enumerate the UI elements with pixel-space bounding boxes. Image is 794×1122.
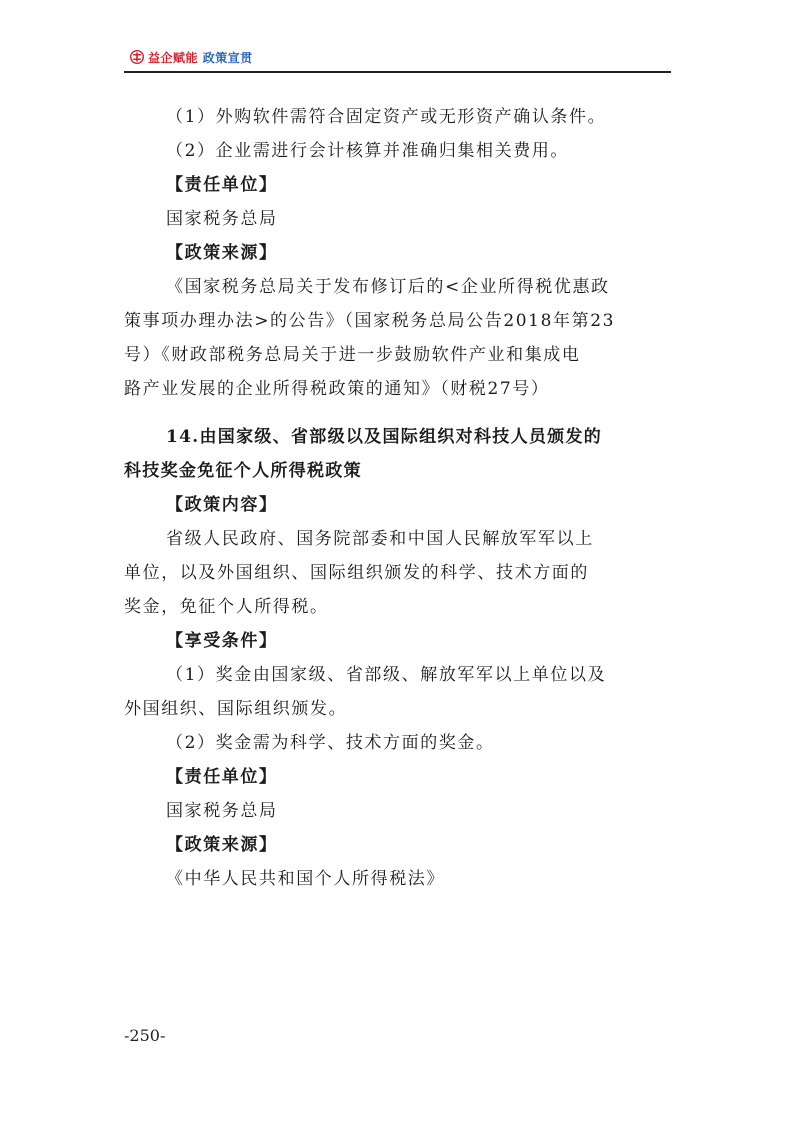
brand-name: 益企赋能 (148, 51, 199, 65)
document-body (124, 100, 674, 896)
source-line: 《中华人民共和国个人所得税法》 (166, 869, 445, 889)
source-line: 策事项办理办法>的公告》（国家税务总局公告2018年第23 (124, 311, 616, 331)
section-heading: 【责任单位】 (166, 175, 278, 195)
section-heading: 【享受条件】 (166, 631, 278, 651)
source-line: 路产业发展的企业所得税政策的通知》（财税27号） (124, 379, 550, 399)
condition-line: （1）外购软件需符合固定资产或无形资产确认条件。 (166, 107, 607, 127)
brand-text (148, 49, 253, 66)
content-line: 单位，以及外国组织、国际组织颁发的科学、技术方面的 (124, 563, 589, 583)
responsible-unit: 国家税务总局 (166, 209, 278, 229)
brand-logo-icon (130, 50, 144, 64)
source-line: 号）《财政部税务总局关于进一步鼓励软件产业和集成电 (124, 345, 581, 365)
condition-line: 外国组织、国际组织颁发。 (124, 699, 348, 719)
policy-title: 14.由国家级、省部级以及国际组织对科技人员颁发的 (166, 427, 603, 447)
content-line: 省级人民政府、国务院部委和中国人民解放军军以上 (166, 529, 594, 549)
responsible-unit: 国家税务总局 (166, 801, 278, 821)
policy-title-cont: 科技奖金免征个人所得税政策 (124, 461, 362, 481)
source-line: 《国家税务总局关于发布修订后的<企业所得税优惠政 (166, 277, 610, 297)
section-heading: 【责任单位】 (166, 767, 278, 787)
page-header (124, 46, 671, 74)
section-heading: 【政策来源】 (166, 835, 278, 855)
brand-slogan: 政策宣贯 (202, 51, 253, 65)
content-line: 奖金，免征个人所得税。 (124, 597, 329, 617)
condition-line: （2）企业需进行会计核算并准确归集相关费用。 (166, 141, 570, 161)
section-heading: 【政策来源】 (166, 243, 278, 263)
condition-line: （1）奖金由国家级、省部级、解放军军以上单位以及 (166, 665, 607, 685)
section-heading: 【政策内容】 (166, 495, 278, 515)
condition-line: （2）奖金需为科学、技术方面的奖金。 (166, 733, 495, 753)
header-divider (124, 71, 671, 73)
page-number: -250- (124, 1026, 166, 1045)
